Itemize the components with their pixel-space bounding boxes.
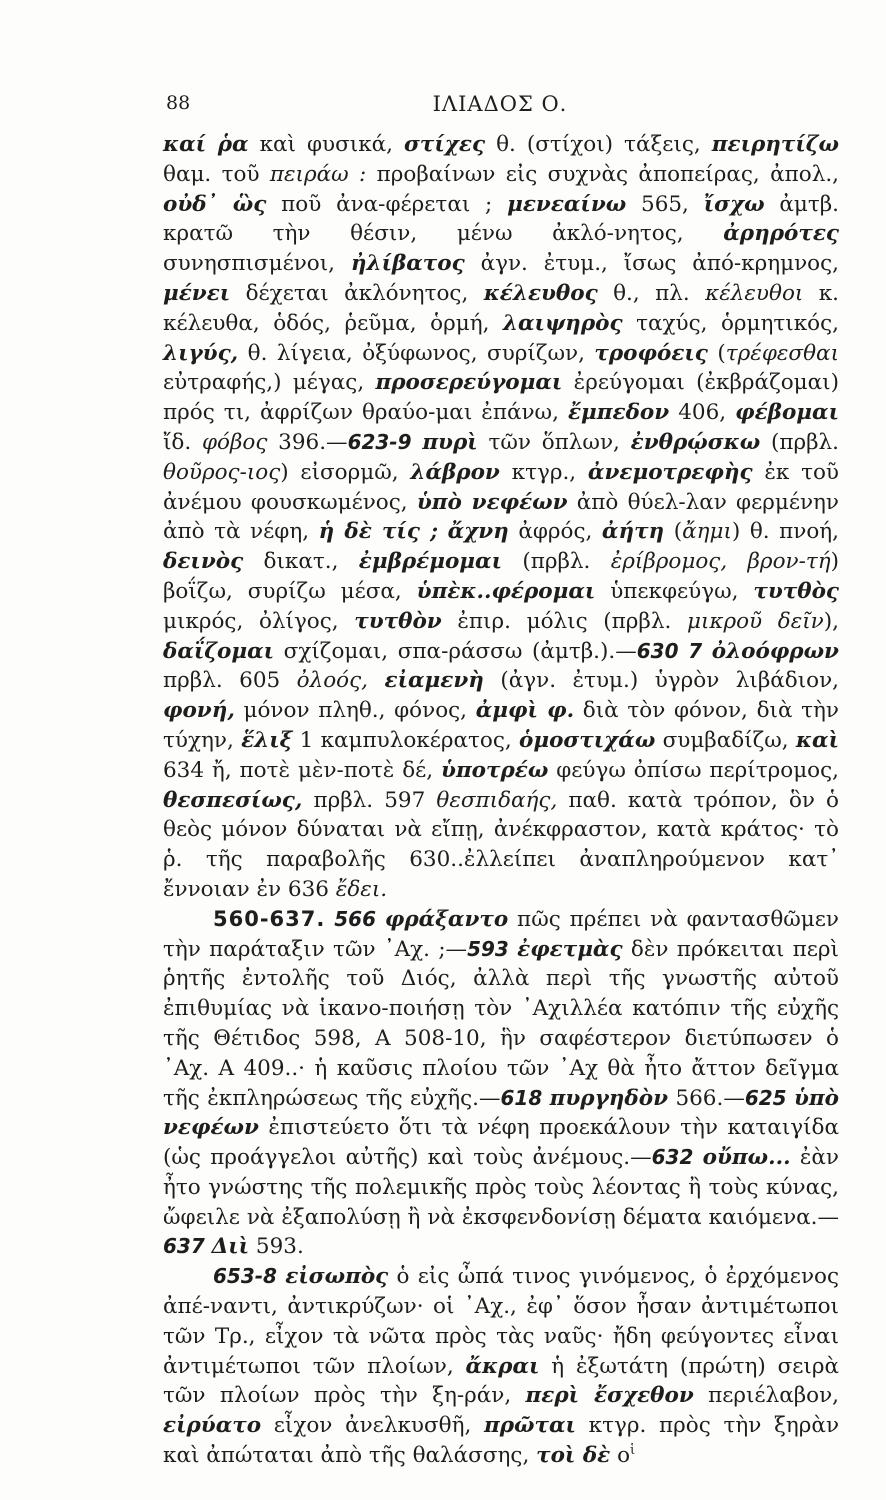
text-run: θ., πλ.: [597, 280, 706, 306]
headword: ἐνθρῴσκω: [630, 429, 761, 455]
verse-reference: 653-8: [213, 1264, 277, 1289]
text-run: ) βοΐζω, συρίζω μέσα,: [163, 549, 840, 604]
headword: δεινὸς: [163, 549, 244, 575]
headword: ἐφετμὰς: [517, 936, 623, 962]
italic-term: τρέφεσθαι: [725, 340, 839, 366]
headword: μενεαίνω: [507, 191, 627, 217]
text-run: [702, 639, 712, 664]
italic-term: ἔδει.: [335, 876, 388, 902]
text-run: [542, 1086, 549, 1111]
text-run: εὐτραφής,) μέγας,: [163, 370, 376, 396]
text-run: ἡ ἐξωτάτη (πρώτη) σειρὰ τῶν πλοίων πρὸς τὴν ξη-ράν,: [163, 1353, 839, 1409]
italic-term: ἄημι: [682, 519, 732, 545]
superscript: ἱ: [630, 1442, 636, 1458]
text-run: διὰ τὸν φόνον, διὰ τὴν τύχην,: [163, 698, 839, 753]
text-run: ταχύς, ὁρμητικός,: [622, 310, 839, 336]
text-run: 1 καμπυλοκέρατος,: [292, 727, 520, 753]
text-run: κτγρ.,: [499, 459, 588, 485]
text-run: ὑπεκφεύγω,: [595, 578, 754, 604]
headword: εἰσωπὸς: [285, 1264, 389, 1290]
headword: ἄχνη: [447, 519, 509, 545]
verse-reference: 566: [334, 906, 376, 931]
headword: θεσπεσίως,: [163, 787, 303, 813]
text-run: θαμ. τοῦ: [163, 161, 270, 187]
text-run: δέχεται ἀκλόνητος,: [230, 280, 484, 306]
text-run: 634 ἤ, ποτὲ μὲν-ποτὲ δέ,: [163, 757, 442, 783]
headword: πυρὶ: [422, 429, 478, 455]
headword: φονή,: [163, 698, 235, 724]
verse-reference: 632: [651, 1145, 694, 1170]
headword: λιγύς,: [163, 340, 239, 366]
text-run: [205, 1234, 212, 1259]
verse-reference: 625: [744, 1085, 787, 1110]
text-run: [787, 1086, 794, 1111]
headword: ἀρηρότες: [723, 221, 839, 247]
page-header: [166, 92, 834, 122]
text-run: [376, 907, 385, 932]
text-run: [438, 519, 448, 544]
italic-term: μικροῦ δεῖν: [686, 608, 824, 634]
headword: προσερεύγομαι: [375, 370, 563, 396]
text-run: ) θ. πνοή,: [731, 519, 839, 545]
italic-term: θοῦρος-ιος: [163, 459, 281, 485]
verse-reference: 593: [467, 936, 509, 961]
text-run: ἐκ τοῦ ἀνέμου φουσκωμένος,: [163, 459, 839, 515]
text-run: [368, 668, 385, 693]
text-run: 593.: [249, 1234, 304, 1260]
text-run: συνησπισμένοι,: [163, 251, 351, 277]
verse-reference: 618: [500, 1085, 543, 1110]
italic-term: φόβος: [201, 429, 268, 455]
headword: πυργηδὸν: [549, 1085, 669, 1111]
running-title: ΙΛΙΑΔΟΣ Ο.: [432, 92, 568, 116]
text-run: ),: [823, 608, 839, 634]
text-run: ἴδ.: [163, 429, 202, 455]
headword: ὑπὲκ..φέρομαι: [416, 578, 596, 604]
headword: τοὶ δὲ: [536, 1443, 611, 1469]
text-run: σχίζομαι, σπα-ράσσω (ἀμτβ.).—: [274, 638, 637, 664]
text-run: (ἀγν. ἐτυμ.) ὑγρὸν λιβάδιον,: [483, 668, 839, 694]
text-run: δὲν πρόκειται περὶ ῥητῆς ἐντολῆς τοῦ Διός, ἀλλὰ περὶ τῆς γνωστῆς αὐτοῦ ἐπιθυμίας νὰ ἱκανο-ποιήσῃ τὸν ᾽Αχιλλέα κατόπιν τῆς εὐχῆς τῆς Θέτιδος 598, Α 508-10, ἣν σαφέστερον διετύπωσεν ὁ ᾽Αχ. Α 409..· ἡ καῦσις πλοίου τῶν ᾽Αχ θὰ ἦτο ἄττον δεῖγμα τῆς ἐκπληρώσεως τῆς εὐχῆς.—: [163, 936, 839, 1111]
headword: φέβομαι: [735, 400, 839, 426]
text-run: 565,: [626, 191, 704, 217]
text-run: ποῦ ἀνα-φέρεται ;: [266, 191, 508, 217]
headword: ὀλοόφρων: [711, 638, 839, 664]
text-run: (πρβλ.: [501, 549, 611, 575]
text-run: ἀγν. ἐτυμ., ἴσως ἀπό-κρημνος,: [464, 251, 839, 277]
headword: ὁμοστιχάω: [519, 727, 656, 753]
italic-term: ἐρίβρομος, βρον-τή: [610, 549, 831, 575]
headword: στίχες: [404, 132, 486, 157]
headword: καὶ: [795, 727, 839, 753]
text-run: δικατ.,: [243, 549, 359, 575]
headword: ἡ δὲ τίς ;: [318, 519, 439, 545]
italic-term: θεσπιδαής,: [436, 787, 558, 813]
text-run: συμβαδίζω,: [655, 727, 796, 753]
headword: ὑπὸ νεφέων: [416, 489, 568, 515]
text-run: κ. κέλευθα, ὁδός, ῥεῦμα, ὁρμή,: [163, 280, 839, 336]
italic-term: πειράω :: [269, 161, 367, 187]
text-run: παθ. κατὰ τρόπον, ὃν ὁ θεὸς μόνον δύναται νὰ εἴπῃ, ἀνέκφραστον, κατὰ κράτος· τὸ ῥ. τῆς παραβολῆς 630..ἐλλείπει ἀναπληρούμενον κατ᾽ ἔννοιαν ἐν 636: [163, 787, 840, 902]
headword: λάβρον: [410, 459, 500, 485]
headword: περὶ ἔσχεθον: [525, 1383, 694, 1409]
text-run: [325, 907, 334, 932]
text-run: 566.—: [668, 1085, 745, 1111]
commentary-text: [163, 130, 839, 1471]
text-run: προβαίνων εἰς συχνὰς ἀποπείρας, ἀπολ.,: [366, 161, 839, 187]
headword: ἀήτη: [601, 519, 665, 545]
headword: ὑπὸ νεφέων: [163, 1085, 839, 1141]
verse-reference: 630 7: [636, 638, 703, 663]
text-run: ο: [610, 1443, 631, 1469]
headword: οὐδ᾽ ὣς: [163, 191, 267, 217]
headword: ὑποτρέω: [441, 757, 549, 783]
headword: ἀμφὶ φ.: [475, 698, 575, 724]
text-run: μικρός, ὀλίγος,: [163, 608, 355, 634]
text-run: περιέλαβον,: [693, 1383, 839, 1409]
text-run: τῶν ὅπλων,: [477, 429, 631, 455]
text-run: [509, 937, 517, 962]
verse-reference: 637: [163, 1234, 205, 1259]
text-run: ἀμτβ. κρατῶ τὴν θέσιν, μένω ἀκλό-νητος,: [163, 191, 839, 247]
text-run: εἶχον ἀνελκυσθῆ,: [261, 1413, 485, 1439]
italic-term: ὀλοός,: [296, 668, 369, 694]
headword: ἴσχω: [703, 191, 765, 217]
headword: πειρητίζω: [711, 132, 839, 157]
headword: Διὶ: [211, 1234, 250, 1260]
headword: τυτθὸς: [753, 578, 839, 604]
headword: εἰρύατο: [163, 1413, 262, 1439]
text-run: πρβλ. 605: [163, 668, 297, 694]
headword: δαΐζομαι: [163, 638, 275, 664]
text-run: ἀπὸ θύελ-λαν φερμένην ἀπὸ τὰ νέφη,: [163, 489, 839, 545]
page-number: 88: [166, 92, 191, 114]
text-run: μόνον πληθ., φόνος,: [234, 698, 476, 724]
headword: λαιψηρὸς: [502, 310, 623, 336]
text-run: (: [664, 519, 683, 545]
headword: τυτθὸν: [354, 608, 442, 634]
text-run: ) εἰσορμῶ,: [280, 459, 411, 485]
text-run: [412, 430, 423, 455]
text-run: 396.—: [267, 429, 348, 455]
section-heading: 560-637.: [213, 906, 326, 931]
text-run: [693, 1145, 702, 1170]
paragraph-notes-560-637: [163, 905, 839, 1263]
headword: ἠλίβατος: [350, 251, 465, 277]
text-run: ἀφρός,: [508, 519, 602, 545]
text-run: (πρβλ.: [760, 429, 839, 455]
text-run: ὁ εἰς ὦπά τινος γινόμενος, ὁ ἐρχόμενος ἀπέ-ναντι, ἀντικρύζων· οἱ ᾽Αχ., ἐφ᾽ ὅσον ἦσαν ἀντιμέτωποι τῶν Τρ., εἶχον τὰ νῶτα πρὸς τὰς ναῦς· ἤδη φεύγοντες εἶναι ἀντιμέτωποι τῶν πλοίων,: [163, 1264, 839, 1379]
text-run: φεύγω ὀπίσω περίτρομος,: [548, 757, 840, 783]
headword: τροφόεις: [594, 340, 708, 366]
italic-term: κέλευθοι: [705, 280, 804, 306]
text-run: ἐὰν ἦτο γνώστης τῆς πολεμικῆς πρὸς τοὺς λέοντας ἢ τοὺς κύνας, ὤφειλε νὰ ἐξαπολύσῃ ἢ νὰ ἐκσφενδονίσῃ δέματα καιόμενα.—: [163, 1145, 839, 1230]
verse-reference: 623-9: [347, 429, 412, 454]
headword: καί ῥα: [163, 132, 249, 157]
text-run: ἐπιρ. μόλις (πρβλ.: [441, 608, 687, 634]
text-run: 406,: [669, 400, 736, 426]
headword: ἄκραι: [465, 1353, 540, 1379]
headword: κέλευθος: [483, 280, 598, 306]
text-run: πῶς πρέπει νὰ φαντασθῶμεν τὴν παράταξιν τῶν ᾽Αχ. ;—: [163, 906, 839, 962]
text-run: θ. (στίχοι) τάξεις,: [485, 132, 712, 157]
text-run: (: [707, 340, 726, 366]
text-run: ἐπιστεύετο ὅτι τὰ νέφη προεκάλουν τὴν καταιγίδα (ὡς προάγγελοι αὐτῆς) καὶ τοὺς ἀνέμους.—: [163, 1115, 839, 1171]
headword: μένει: [163, 280, 231, 306]
text-run: θ. λίγεια, ὀξύφωνος, συρίζων,: [238, 340, 595, 366]
paragraph-notes-653-8: [163, 1262, 839, 1471]
headword: εἰαμενὴ: [384, 668, 484, 694]
headword: οὔπω...: [702, 1145, 791, 1171]
text-run: ἐρεύγομαι (ἐκβράζομαι) πρός τι, ἀφρίζων θραύο-μαι ἐπάνω,: [163, 370, 839, 426]
headword: ἕλιξ: [241, 727, 293, 753]
text-run: πρβλ. 597: [302, 787, 437, 813]
headword: ἐμβρέμομαι: [358, 549, 502, 575]
text-run: κτγρ. πρὸς τὴν ξηρὰν καὶ ἀπώταται ἀπὸ τῆς θαλάσσης,: [163, 1413, 840, 1469]
headword: φράξαντο: [384, 906, 509, 932]
text-run: καὶ φυσικά,: [248, 132, 405, 157]
headword: πρῶται: [484, 1413, 576, 1439]
paragraph-glossary: [163, 130, 839, 905]
headword: ἀνεμοτρεφὴς: [587, 459, 753, 485]
headword: ἔμπεδον: [567, 400, 670, 426]
